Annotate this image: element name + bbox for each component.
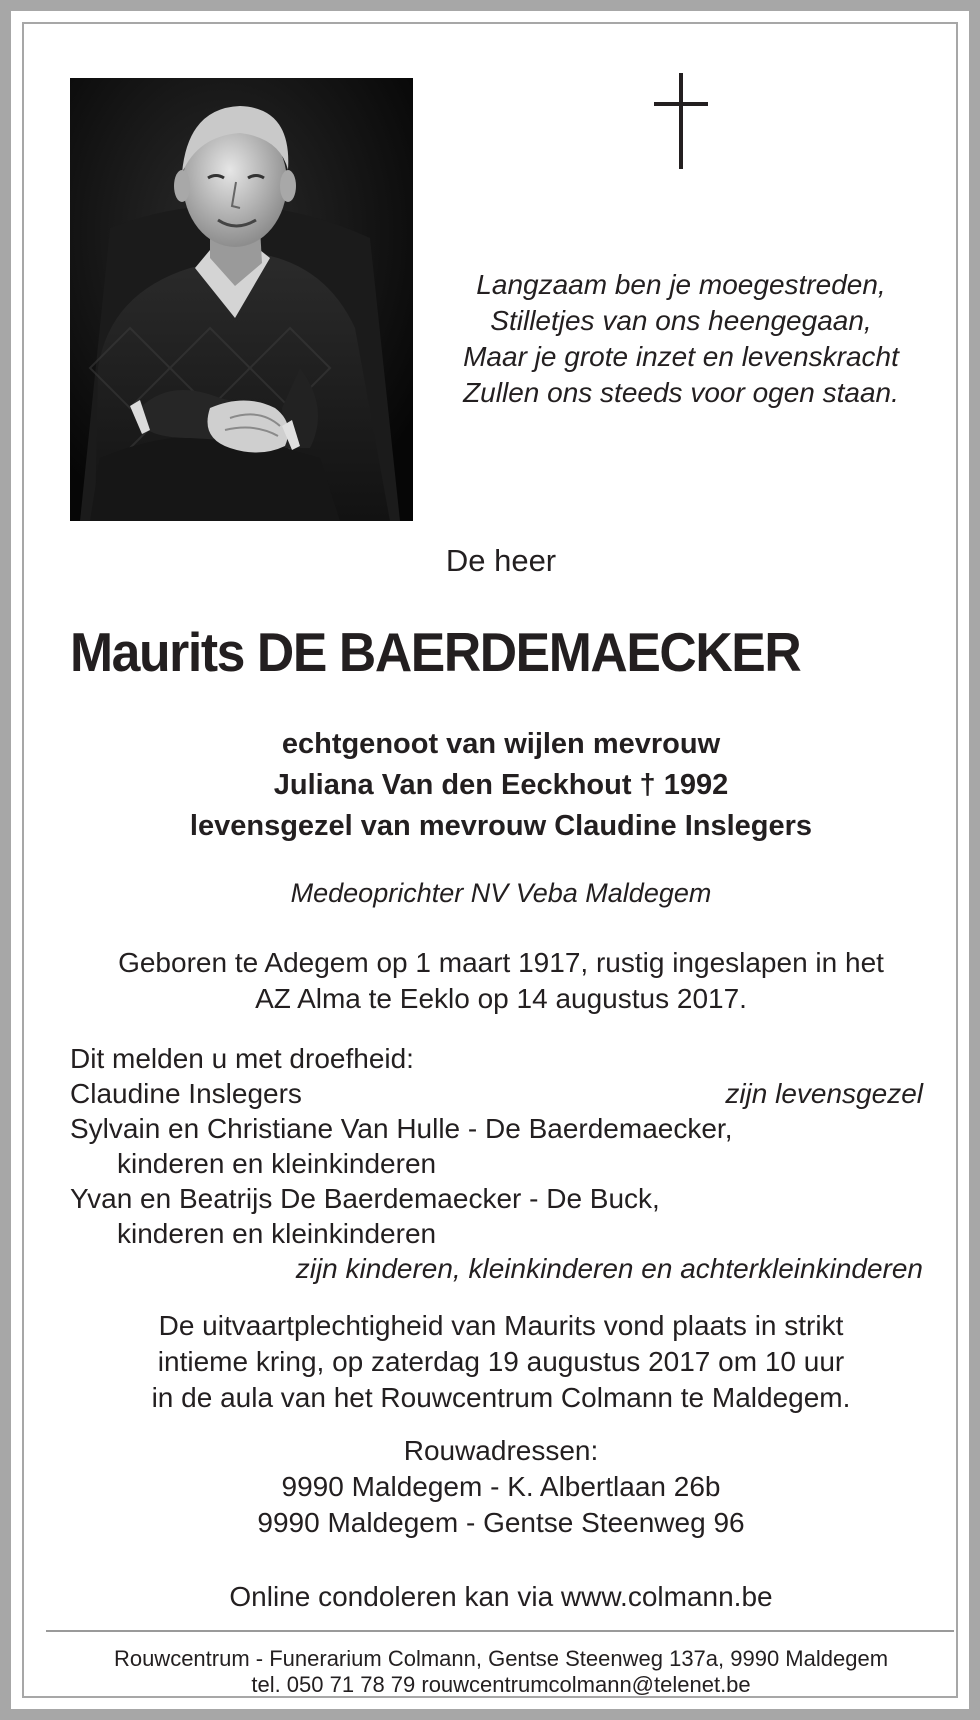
footer-divider	[46, 1630, 954, 1632]
salutation: De heer	[445, 543, 557, 578]
birth-death-line: AZ Alma te Eeklo op 14 augustus 2017.	[255, 983, 747, 1014]
poem-line: Langzaam ben je moegestreden,	[476, 269, 886, 300]
address-line: 9990 Maldegem - K. Albertlaan 26b	[281, 1471, 721, 1502]
announcement	[70, 1041, 923, 1286]
poem-line: Stilletjes van ons heengegaan,	[490, 305, 872, 336]
funeral-home-footer	[11, 1646, 980, 1698]
partner-row	[70, 1076, 923, 1111]
cross-icon	[651, 71, 711, 171]
poem-line: Maar je grote inzet en levenskracht	[463, 341, 899, 372]
announcement-intro: Dit melden u met droefheid:	[70, 1043, 414, 1074]
portrait-illustration	[70, 78, 413, 521]
portrait-photo	[70, 78, 413, 521]
poem	[421, 267, 941, 411]
partner-role: zijn levensgezel	[725, 1078, 923, 1109]
relations	[11, 724, 980, 847]
birth-death-line: Geboren te Adegem op 1 maart 1917, rustig ingeslapen in het	[118, 947, 884, 978]
poem-line: Zullen ons steeds voor ogen staan.	[463, 377, 899, 408]
family-names: Yvan en Beatrijs De Baerdemaecker - De Buck,	[70, 1183, 660, 1214]
addresses-heading: Rouwadressen:	[403, 1435, 599, 1466]
relation-line: levensgezel van mevrouw Claudine Inslegers	[189, 810, 813, 842]
footer-line: tel. 050 71 78 79 rouwcentrumcolmann@telenet.be	[251, 1672, 751, 1697]
ceremony-line: in de aula van het Rouwcentrum Colmann te Maldegem.	[151, 1382, 851, 1413]
ceremony-text	[11, 1308, 980, 1416]
family-note: kinderen en kleinkinderen	[117, 1148, 437, 1179]
address-line: 9990 Maldegem - Gentse Steenweg 96	[257, 1507, 745, 1538]
footer-line: Rouwcentrum - Funerarium Colmann, Gentse Steenweg 137a, 9990 Maldegem	[113, 1646, 889, 1671]
relation-line: Juliana Van den Eeckhout † 1992	[273, 769, 729, 801]
ceremony-line: intieme kring, op zaterdag 19 augustus 2017 om 10 uur	[157, 1346, 845, 1377]
family-names: Sylvain en Christiane Van Hulle - De Baerdemaecker,	[70, 1113, 733, 1144]
ceremony-line: De uitvaartplechtigheid van Maurits vond plaats in strikt	[158, 1310, 844, 1341]
birth-death-text	[11, 945, 980, 1017]
closing-role: zijn kinderen, kleinkinderen en achterkleinkinderen	[295, 1253, 923, 1284]
online-condolence: Online condoleren kan via www.colmann.be	[229, 1581, 773, 1612]
deceased-name: Maurits DE BAERDEMAECKER	[70, 621, 801, 683]
relation-line: echtgenoot van wijlen mevrouw	[281, 728, 721, 760]
mourning-addresses	[11, 1433, 980, 1541]
partner-name: Claudine Inslegers	[70, 1078, 302, 1109]
role-line: Medeoprichter NV Veba Maldegem	[290, 878, 712, 908]
family-note: kinderen en kleinkinderen	[117, 1218, 437, 1249]
